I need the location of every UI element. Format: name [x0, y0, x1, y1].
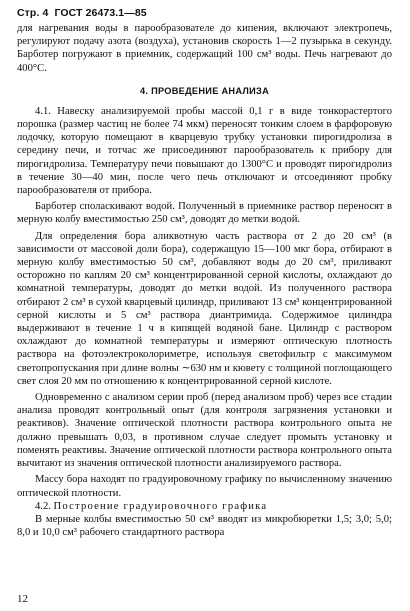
paragraph-boron-determination: Для определения бора аликвотную часть раствора от 2 до 20 см³ (в зависимости от массовой доли бора), содержащую 15—100 мкг бора, отбирают в мерную колбу вместимостью 50 см³, добавляют воды до 20 см³, приливают осторожно по каплям 20 см³ концентрированной серной кислоты, охлаждают до комнатной температуры, доводят до метки водой. Из полученного раствора отбирают 2 см³ в сухой кварцевый цилиндр, приливают 13 см³ концентрированной серной кислоты и 5 см³ раствора диантримида. Содержимое цилиндра выдерживают в течение 1 ч в кипящей водяной бане. Цилиндр с раствором охлаждают до комнатной температуры и измеряют оптическую плотность раствора на фотоэлектроколориметре, используя светофильтр с максимумом светопропускания при длине волны ∼630 нм и кювету с толщиной поглощающего свет слоя 20 мм по отношению к концентрированной серной кислоте.: [17, 230, 392, 387]
subsection-number: 4.2.: [35, 500, 51, 512]
page-label: Стр. 4: [17, 7, 49, 19]
subsection-4-2-heading: [17, 500, 392, 513]
standard-number: ГОСТ 26473.1—85: [54, 7, 147, 19]
intro-paragraph: для нагревания воды в парообразователе до кипения, включают электропечь, регулируют подачу азота (воздуха), установив скорость 1—2 пузырька в секунду. Барботер погружают в приемник, содержащий 100 см³ воды. Печь нагревают до 400°С.: [17, 23, 392, 74]
page-number: 12: [17, 593, 28, 605]
section-title: 4. ПРОВЕДЕНИЕ АНАЛИЗА: [139, 85, 270, 96]
paragraph-barboter: Барботер споласкивают водой. Полученный в приемнике раствор переносят в мерную колбу вместимостью 250 см³, доводят до метки водой.: [17, 201, 392, 226]
paragraph-control-experiment: Одновременно с анализом серии проб (перед анализом проб) через все стадии анализа проводят контрольный опыт (для контроля загрязнения установки и реактивов). Значение оптической плотности раствора контрольного опыта не должно превышать 0,03, в противном случае следует промыть установку и поменять реактивы. Значение оптической плотности раствора контрольного опыта вычитают из значения оптической плотности анализируемого раствора.: [17, 392, 392, 470]
running-header: [17, 7, 392, 19]
subsection-title: Построение градуировочного графика: [53, 500, 268, 512]
paragraph-4-2: В мерные колбы вместимостью 50 см³ вводят из микробюретки 1,5; 3,0; 5,0; 8,0 и 10,0 см³ рабочего стандартного раствора: [17, 513, 392, 539]
paragraph-4-1: 4.1. Навеску анализируемой пробы массой 0,1 г в виде тонкорастертого порошка (размер частиц не более 74 мкм) переносят тонким слоем в фарфоровую лодочку, которую помещают в кварцевую трубку установки пирогидролиза в середину печи, и тотчас же присоединяют парообразователь к прибору для пирогидролиза. Температуру печи повышают до 1300°С и проводят пирогидролиз в течение 30—40 мин, после чего печь отключают и отсоединяют пробку парообразователя от прибора.: [17, 105, 392, 197]
paragraph-boron-mass: Массу бора находят по градуировочному графику по вычисленному значению оптической плотности.: [17, 474, 392, 499]
